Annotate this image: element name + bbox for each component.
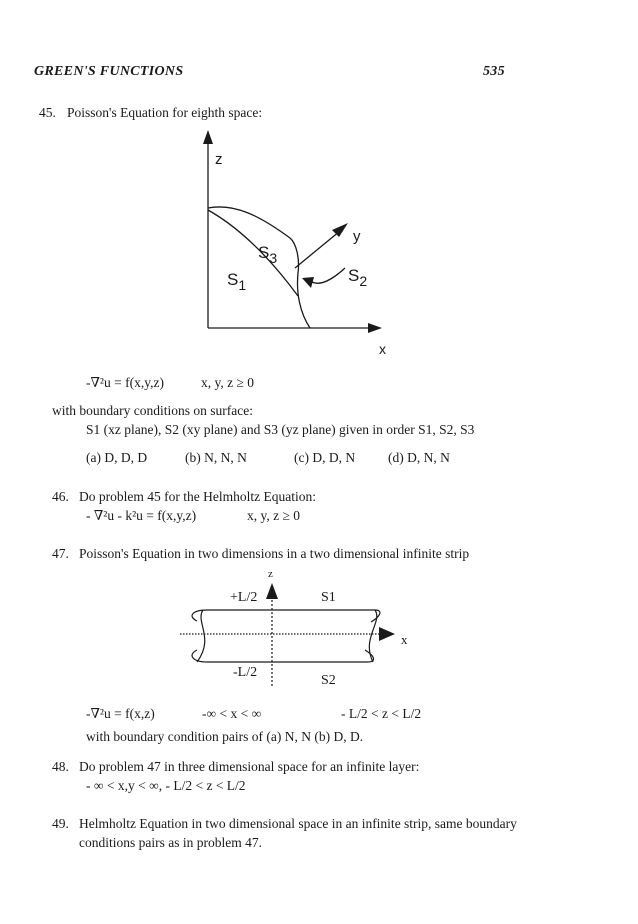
z-axis-label: z: [268, 568, 273, 580]
surface-s3-curve: [208, 210, 298, 296]
problem-47-bc: with boundary condition pairs of (a) N, N (b) D, D.: [86, 729, 364, 744]
s2-subscript: 2: [359, 273, 368, 289]
problem-45-equation: -∇²u = f(x,y,z): [86, 375, 164, 390]
s2-label: [348, 266, 367, 289]
s2-pointer-curve: [312, 268, 345, 283]
z-axis-label: z: [215, 151, 223, 168]
problem-45-option-b: (b) N, N, N: [185, 450, 247, 465]
infinite-strip-figure: [175, 566, 425, 691]
problem-47-title: Poisson's Equation in two dimensions in a two dimensional infinite strip: [79, 546, 470, 561]
s1-letter: S: [227, 270, 239, 289]
z-axis-arrowhead: [266, 583, 278, 599]
s3-label: [258, 243, 277, 266]
problem-49-number: 49.: [52, 816, 69, 831]
s2-letter: S: [348, 266, 360, 285]
page-number: 535: [483, 64, 505, 79]
problem-45-title: Poisson's Equation for eighth space:: [67, 105, 263, 120]
problem-47-z-range: - L/2 < z < L/2: [341, 706, 422, 721]
s2-pointer-arrowhead: [302, 277, 314, 288]
problem-46-number: 46.: [52, 489, 69, 504]
s1-label: [227, 270, 246, 293]
problem-45-option-a: (a) D, D, D: [86, 450, 148, 465]
problem-49-line-1: Helmholtz Equation in two dimensional space in an infinite strip, same boundary: [79, 816, 517, 831]
problem-45-domain: x, y, z ≥ 0: [201, 375, 255, 390]
s3-letter: S: [258, 243, 270, 262]
z-axis-arrowhead: [203, 130, 213, 144]
problem-45-bc-detail: S1 (xz plane), S2 (xy plane) and S3 (yz plane) given in order S1, S2, S3: [86, 422, 475, 437]
bottom-boundary-s2: [192, 650, 374, 662]
problem-45-option-c: (c) D, D, N: [294, 450, 356, 465]
problem-45-option-d: (d) D, N, N: [388, 450, 450, 465]
right-end-curve: [369, 610, 376, 662]
problem-48-ranges: - ∞ < x,y < ∞, - L/2 < z < L/2: [86, 778, 246, 793]
s2-label: S2: [321, 673, 336, 688]
s3-subscript: 3: [269, 250, 278, 266]
bottom-label: -L/2: [233, 665, 258, 680]
x-axis-arrowhead: [379, 627, 395, 641]
problem-47-equation: -∇²u = f(x,z): [86, 706, 155, 721]
problem-46-title: Do problem 45 for the Helmholtz Equation:: [79, 489, 316, 504]
top-label: +L/2: [230, 590, 258, 605]
s1-subscript: 1: [238, 277, 247, 293]
top-boundary-s1: [192, 610, 380, 622]
x-axis-label: x: [379, 341, 386, 357]
problem-46-equation: - ∇²u - k²u = f(x,y,z): [86, 508, 197, 523]
problem-45-number: 45.: [39, 105, 56, 120]
problem-49-line-2: conditions pairs as in problem 47.: [79, 835, 262, 850]
problem-45-bc-intro: with boundary conditions on surface:: [52, 403, 253, 418]
problem-47-number: 47.: [52, 546, 69, 561]
eighth-space-figure: [180, 128, 420, 358]
problem-48-number: 48.: [52, 759, 69, 774]
left-end-curve: [197, 610, 205, 662]
problem-47-x-range: -∞ < x < ∞: [202, 706, 262, 721]
x-axis-arrowhead: [368, 323, 382, 333]
x-axis-label: x: [401, 632, 408, 647]
problem-48-title: Do problem 47 in three dimensional space for an infinite layer:: [79, 759, 420, 774]
s1-label: S1: [321, 590, 336, 605]
y-axis-label: y: [353, 228, 361, 245]
running-title: GREEN'S FUNCTIONS: [34, 64, 184, 79]
y-axis: [295, 231, 340, 268]
problem-46-domain: x, y, z ≥ 0: [247, 508, 301, 523]
